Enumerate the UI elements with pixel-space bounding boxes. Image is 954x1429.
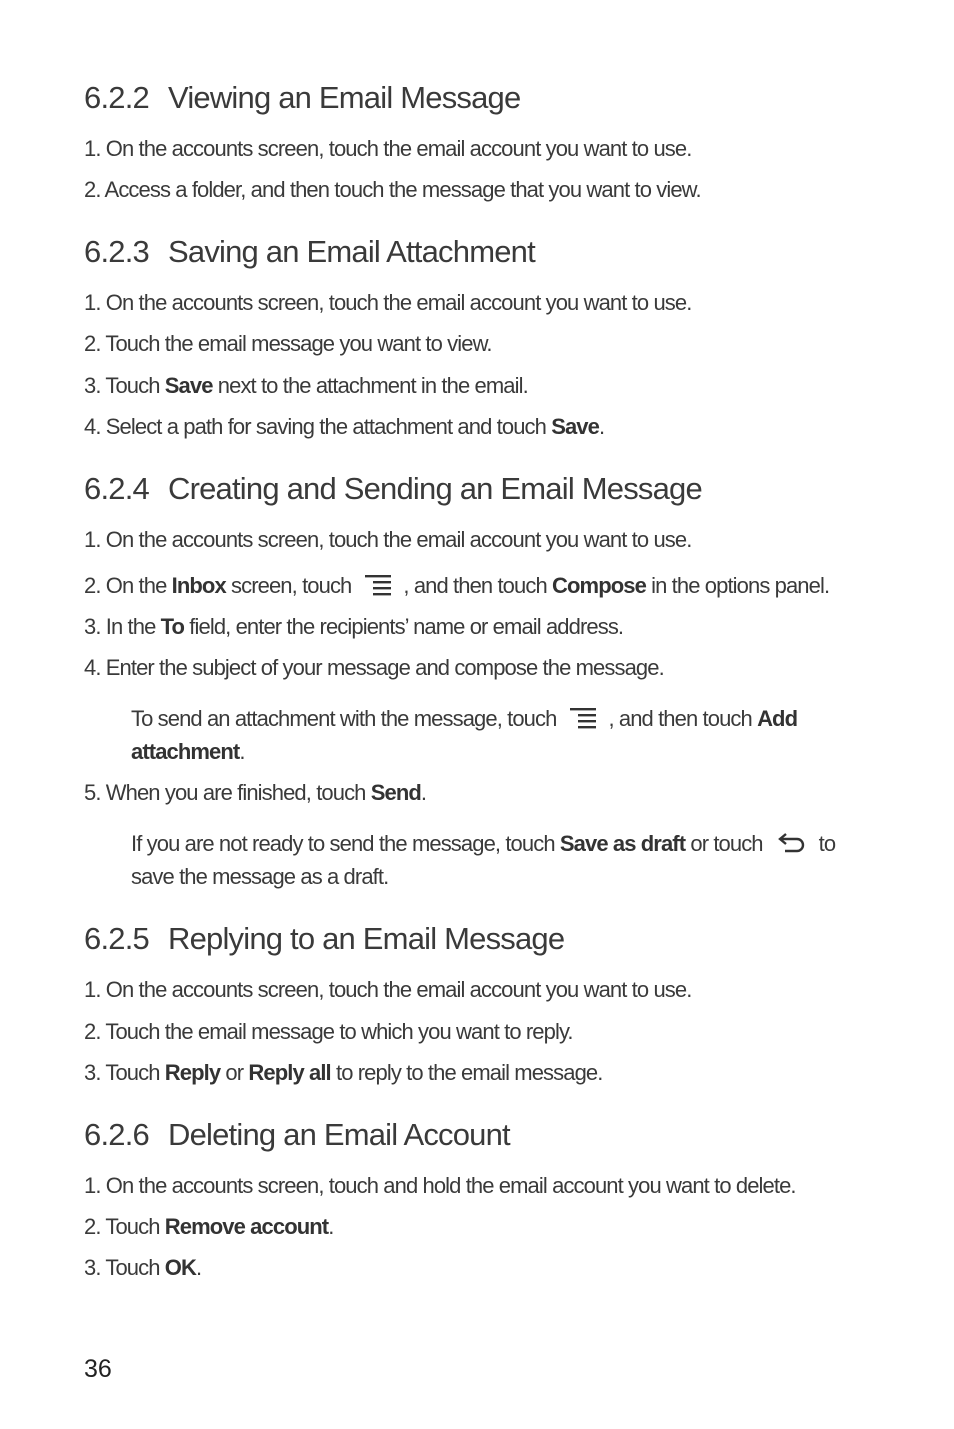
step-text: 1. On the accounts screen, touch the email account you want to use. xyxy=(84,527,692,552)
step-text: . xyxy=(598,414,605,439)
step-text: 1. On the accounts screen, touch the email account you want to use. xyxy=(84,290,692,315)
section-heading-deleting xyxy=(84,1116,510,1154)
ui-term: Reply xyxy=(164,1060,221,1085)
ui-term: attachment xyxy=(131,739,240,764)
step-text: or xyxy=(220,1060,249,1085)
page-number: 36 xyxy=(84,1355,112,1383)
step-text: 4. Select a path for saving the attachment and touch xyxy=(84,414,552,439)
section-title: Replying to an Email Message xyxy=(168,921,565,956)
ui-term: OK xyxy=(164,1255,196,1280)
note-text: to xyxy=(818,831,836,856)
note-text: To send an attachment with the message, touch xyxy=(131,706,557,731)
step-text: 1. On the accounts screen, touch and hold the email account you want to delete. xyxy=(84,1173,796,1198)
section-number: 6.2.3 xyxy=(84,234,149,269)
step-text: 2. Touch xyxy=(84,1214,165,1239)
menu-icon xyxy=(363,573,393,597)
section-number: 6.2.2 xyxy=(84,80,149,115)
ui-term: To xyxy=(160,614,185,639)
section-title: Saving an Email Attachment xyxy=(168,234,535,269)
step-text: 4. Enter the subject of your message and compose the message. xyxy=(84,655,664,680)
step-text: . xyxy=(195,1255,202,1280)
note-draft xyxy=(131,827,835,893)
note-text: . xyxy=(239,739,245,764)
ui-term: Save xyxy=(551,414,599,439)
step-text: . xyxy=(328,1214,334,1239)
back-icon xyxy=(777,831,807,855)
step-text: 1. On the accounts screen, touch the email account you want to use. xyxy=(84,136,692,161)
step-item xyxy=(84,413,604,441)
ui-term: Save xyxy=(164,373,213,398)
note-text: , and then touch xyxy=(608,706,758,731)
section-title: Viewing an Email Message xyxy=(168,80,521,115)
step-item xyxy=(84,1254,201,1282)
step-text: 5. When you are finished, touch xyxy=(84,780,371,805)
section-heading-replying xyxy=(84,920,564,958)
step-text: 3. Touch xyxy=(84,373,165,398)
section-number: 6.2.6 xyxy=(84,1117,149,1152)
step-text: , and then touch xyxy=(403,573,552,598)
step-text: 2. On the xyxy=(84,573,172,598)
step-text: screen, touch xyxy=(225,573,352,598)
ui-term: Compose xyxy=(552,573,646,598)
step-text: 2. Touch the email message to which you want to reply. xyxy=(84,1019,573,1044)
step-text: 2. Touch the email message you want to view. xyxy=(84,331,492,356)
ui-term: Inbox xyxy=(171,573,226,598)
step-text: next to the attachment in the email. xyxy=(212,373,528,398)
step-text: 3. In the xyxy=(84,614,161,639)
ui-term: Send xyxy=(370,780,421,805)
step-item xyxy=(84,613,623,641)
step-text: in the options panel. xyxy=(645,573,830,598)
section-number: 6.2.4 xyxy=(84,471,149,506)
step-text: 3. Touch xyxy=(84,1255,165,1280)
step-item xyxy=(84,779,426,807)
ui-term: Save as draft xyxy=(559,831,686,856)
note-text: If you are not ready to send the message, touch xyxy=(131,831,560,856)
section-title: Deleting an Email Account xyxy=(168,1117,510,1152)
step-text: to reply to the email message. xyxy=(330,1060,603,1085)
step-text: 1. On the accounts screen, touch the email account you want to use. xyxy=(84,977,692,1002)
menu-icon xyxy=(568,706,598,730)
step-item xyxy=(84,572,829,600)
note-text: or touch xyxy=(685,831,763,856)
section-heading-saving xyxy=(84,233,535,271)
step-item xyxy=(84,1213,333,1241)
ui-term: Add xyxy=(757,706,798,731)
ui-term: Reply all xyxy=(248,1060,331,1085)
note-text: save the message as a draft. xyxy=(131,864,389,889)
section-heading-viewing xyxy=(84,79,520,117)
section-title: Creating and Sending an Email Message xyxy=(168,471,702,506)
step-item xyxy=(84,1059,602,1087)
section-number: 6.2.5 xyxy=(84,921,149,956)
note-attachment xyxy=(131,702,797,768)
step-text: 2. Access a folder, and then touch the message that you want to view. xyxy=(84,177,701,202)
section-heading-creating xyxy=(84,470,702,508)
ui-term: Remove account xyxy=(164,1214,329,1239)
step-text: 3. Touch xyxy=(84,1060,165,1085)
step-text: field, enter the recipients’ name or email address. xyxy=(184,614,624,639)
step-item xyxy=(84,372,528,400)
step-text: . xyxy=(420,780,427,805)
